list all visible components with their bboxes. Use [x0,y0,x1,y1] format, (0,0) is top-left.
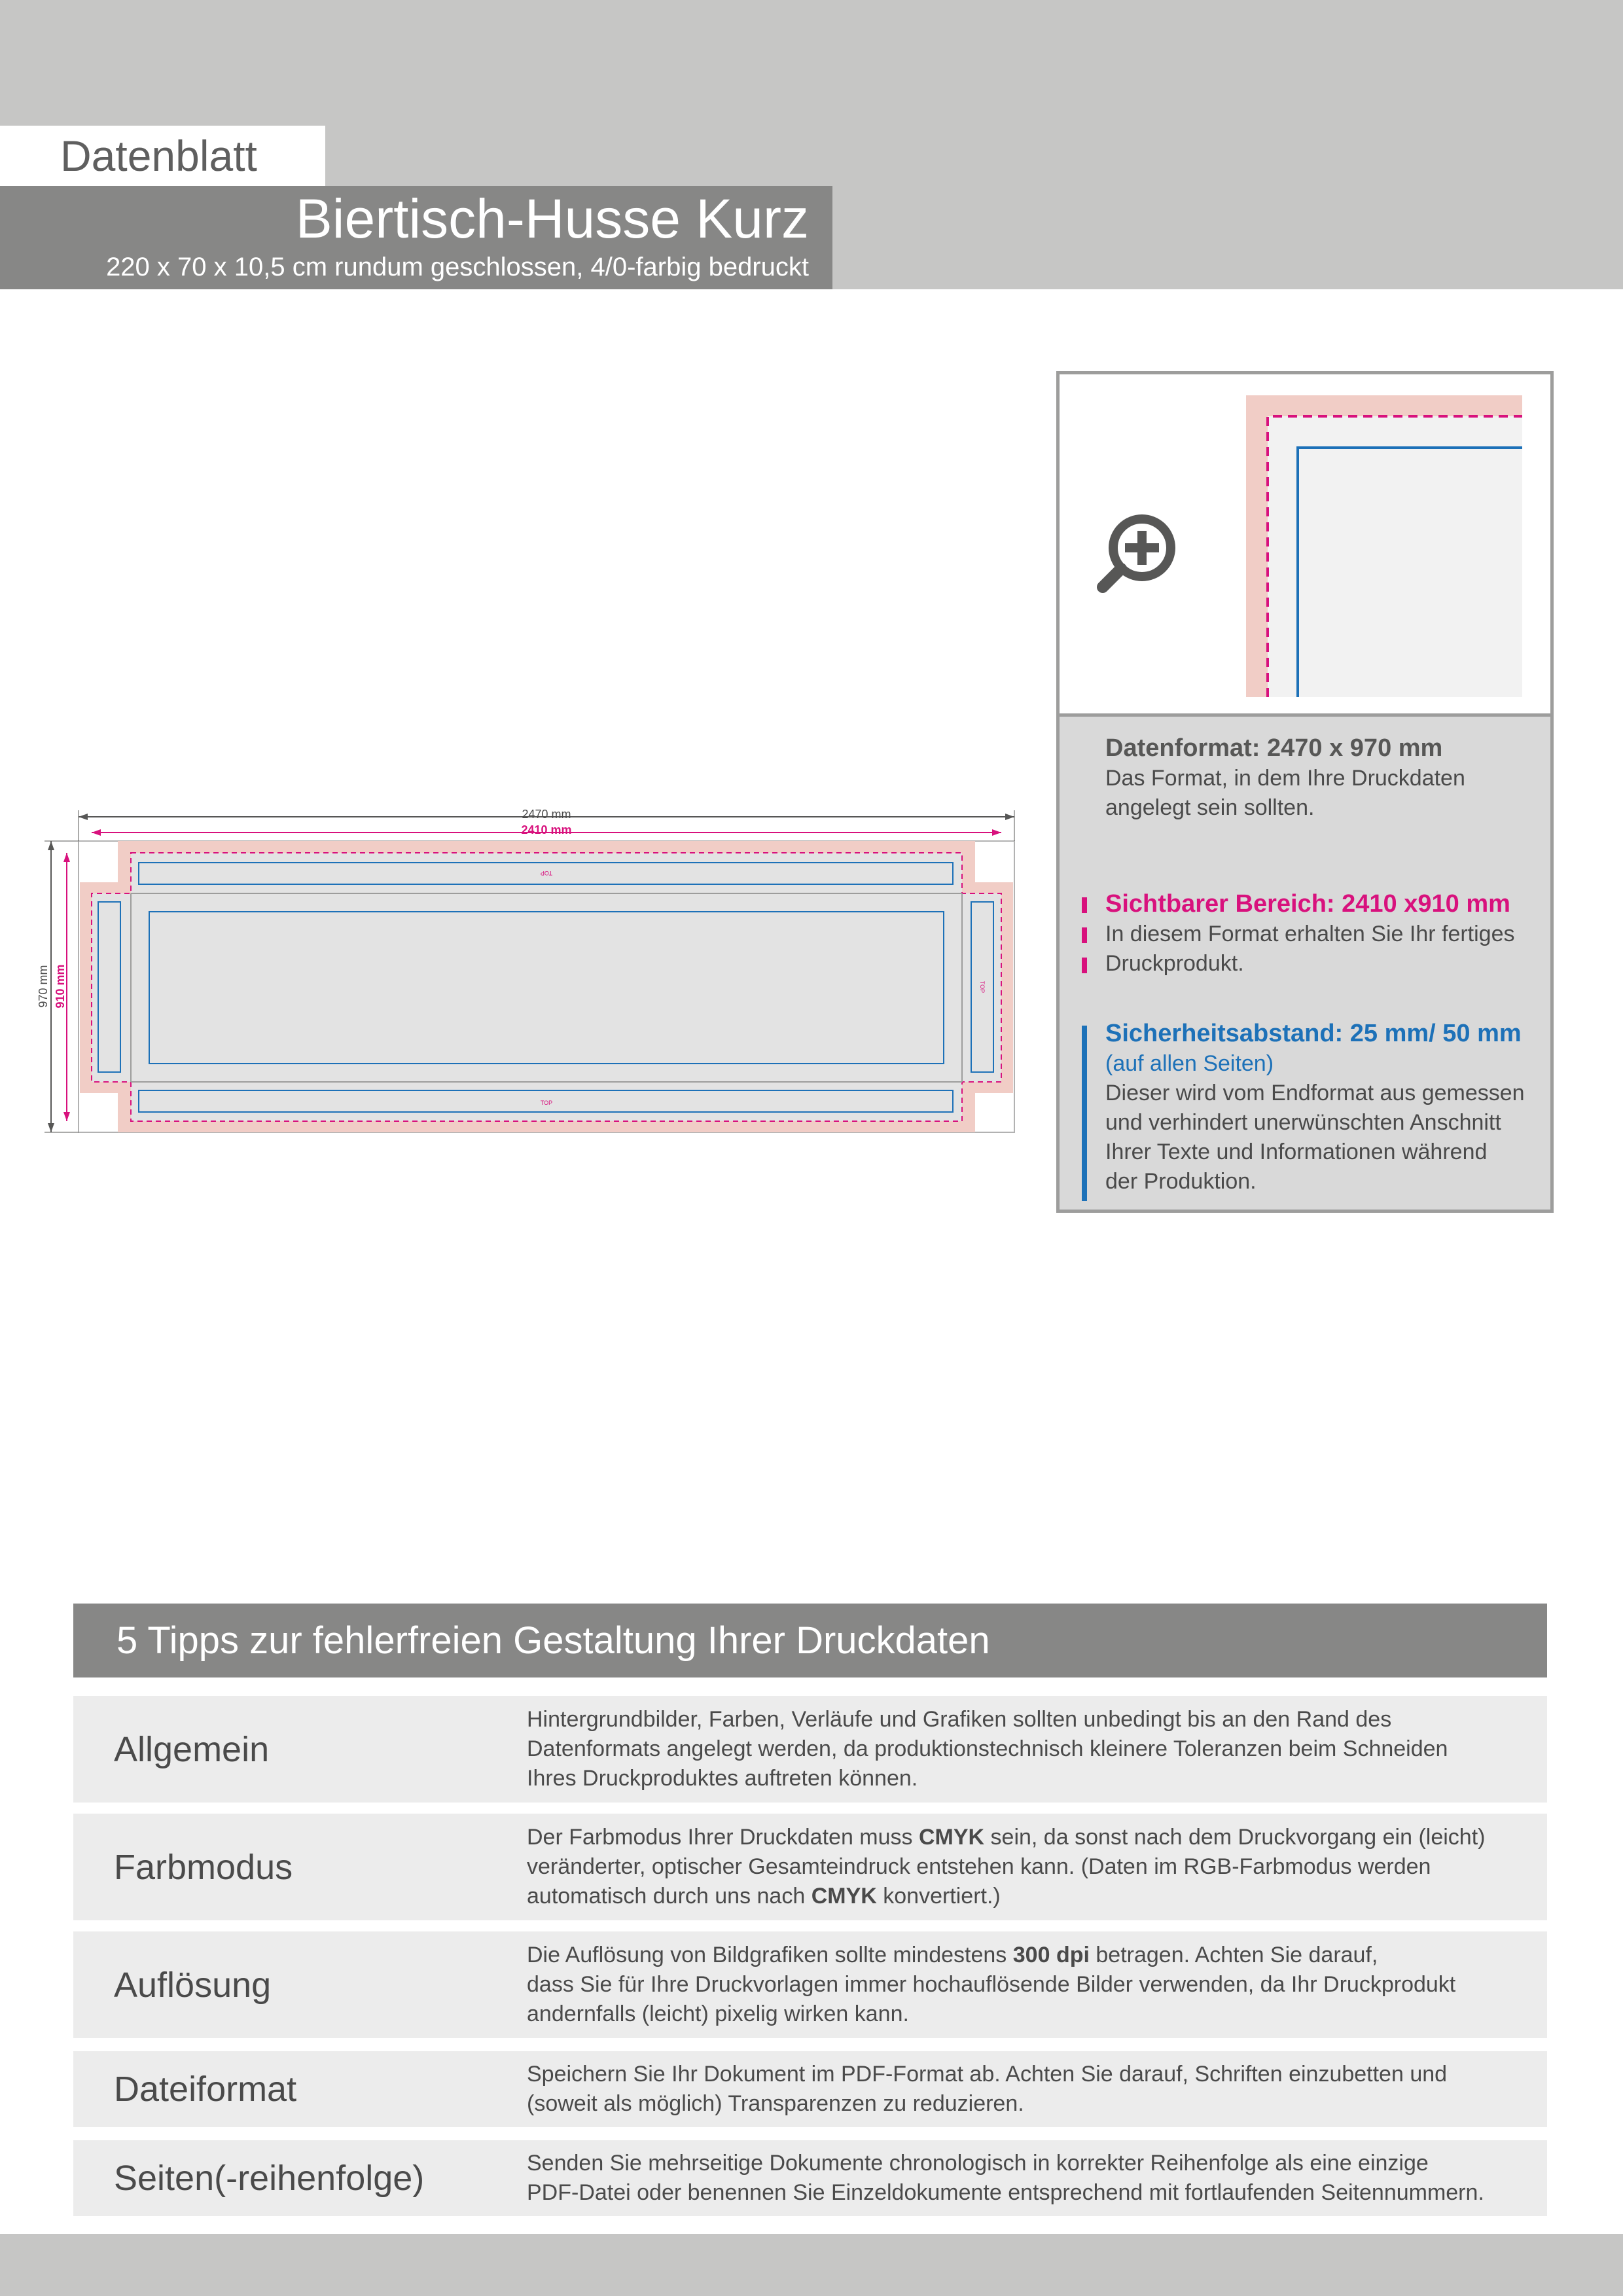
tip-fragment: konvertiert.) [876,1884,1001,1909]
product-title: Biertisch-Husse Kurz [295,188,809,249]
tip-line: dass Sie für Ihre Druckvorlagen immer hochauflösende Bilder verwenden, da Ihr Druckprodukt [527,1972,1456,1997]
tips-header: 5 Tipps zur fehlerfreien Gestaltung Ihrer Druckdaten [73,1604,1547,1677]
tip-text [527,2140,1535,2216]
tip-text [527,1931,1535,2038]
safety-margin-text: und verhindert unerwünschten Anschnitt [1105,1110,1501,1135]
flap-right-label: TOP [979,980,986,994]
tip-row-allgemein [73,1696,1547,1803]
tip-label: Farbmodus [114,1847,293,1887]
tip-line [527,1882,1535,1911]
tip-row-dateiformat [73,2051,1547,2127]
tip-fragment: Die Auflösung von Bildgrafiken sollte mindestens [527,1943,1013,1967]
tip-label: Auflösung [114,1965,272,2005]
tip-line: veränderter, optischer Gesamteindruck entstehen kann. (Daten im RGB-Farbmodus werden [527,1854,1431,1879]
zoom-in-icon [1103,519,1171,587]
tip-line: Ihres Druckproduktes auftreten können. [527,1766,918,1791]
visible-area-title: Sichtbarer Bereich: 2410 x910 mm [1105,890,1510,918]
tip-text [527,2051,1535,2127]
tip-fragment: automatisch durch uns nach [527,1884,812,1909]
tip-label: Dateiformat [114,2070,297,2109]
tip-row-seiten [73,2140,1547,2216]
visible-area-text: Druckprodukt. [1105,951,1244,976]
safety-margin-text: Dieser wird vom Endformat aus gemessen [1105,1081,1525,1105]
tip-line: PDF-Datei oder benennen Sie Einzeldokumente entsprechend mit fortlaufenden Seitennummern. [527,2180,1484,2205]
safety-margin-text: der Produktion. [1105,1169,1257,1194]
product-subtitle: 220 x 70 x 10,5 cm rundum geschlossen, 4/0-farbig bedruckt [106,253,809,281]
flap-bottom-label: TOP [540,1100,553,1106]
data-format-text: angelegt sein sollten. [1105,795,1315,820]
tip-line: Hintergrundbilder, Farben, Verläufe und Grafiken sollten unbedingt bis an den Rand des [527,1707,1392,1732]
tip-row-aufloesung [73,1931,1547,2038]
tip-line: Senden Sie mehrseitige Dokumente chronologisch in korrekter Reihenfolge als eine einzige [527,2151,1429,2176]
tip-emphasis: CMYK [918,1825,985,1850]
tip-line: Speichern Sie Ihr Dokument im PDF-Format ab. Achten Sie darauf, Schriften einzubetten und [527,2062,1448,2087]
tip-line [527,1823,1535,1852]
tip-line: Datenformats angelegt werden, da produktionstechnisch kleinere Toleranzen beim Schneiden [527,1736,1448,1761]
flap-top-label: TOP [540,870,553,876]
tip-line: andernfalls (leicht) pixelig wirken kann. [527,2001,909,2026]
safety-margin-subtitle: (auf allen Seiten) [1105,1051,1274,1076]
legend-visible-area [1105,888,1515,978]
tip-text [527,1814,1535,1920]
tip-emphasis: 300 dpi [1012,1943,1090,1967]
visible-width-label: 2410 mm [521,823,572,836]
tip-line: (soweit als möglich) Transparenzen zu reduzieren. [527,2091,1024,2116]
legend-panel [1056,717,1554,1213]
outer-height-label: 970 mm [37,965,50,1008]
legend-data-format [1105,732,1465,823]
legend-safety-margin [1105,1018,1550,1196]
tip-row-farbmodus [73,1814,1547,1920]
datasheet-label: Datenblatt [0,126,325,186]
tip-fragment: Der Farbmodus Ihrer Druckdaten muss [527,1825,919,1850]
safety-margin-text: Ihrer Texte und Informationen während [1105,1139,1488,1164]
tip-emphasis: CMYK [811,1884,877,1909]
tip-line [527,1941,1535,1970]
visible-area-text: In diesem Format erhalten Sie Ihr fertiges [1105,922,1515,946]
visible-height-label: 910 mm [54,964,67,1009]
data-format-title: Datenformat: 2470 x 970 mm [1105,734,1443,762]
footer-band [0,2234,1623,2296]
tip-fragment: betragen. Achten Sie darauf, [1089,1943,1378,1967]
safe-marker [1082,1026,1087,1201]
data-format-text: Das Format, in dem Ihre Druckdaten [1105,766,1465,791]
trim-marker [1082,927,1087,943]
tip-text [527,1696,1535,1803]
template-drawing [0,0,1047,1178]
corner-detail [1060,374,1550,717]
safety-margin-title: Sicherheitsabstand: 25 mm/ 50 mm [1105,1020,1522,1047]
tip-label: Seiten(-reihenfolge) [114,2159,425,2198]
outer-width-label: 2470 mm [522,808,571,821]
tip-label: Allgemein [114,1729,270,1769]
trim-marker [1082,897,1087,913]
trim-marker [1082,958,1087,973]
zoom-detail-panel [1056,371,1554,717]
tip-fragment: sein, da sonst nach dem Druckvorgang ein (leicht) [984,1825,1486,1850]
